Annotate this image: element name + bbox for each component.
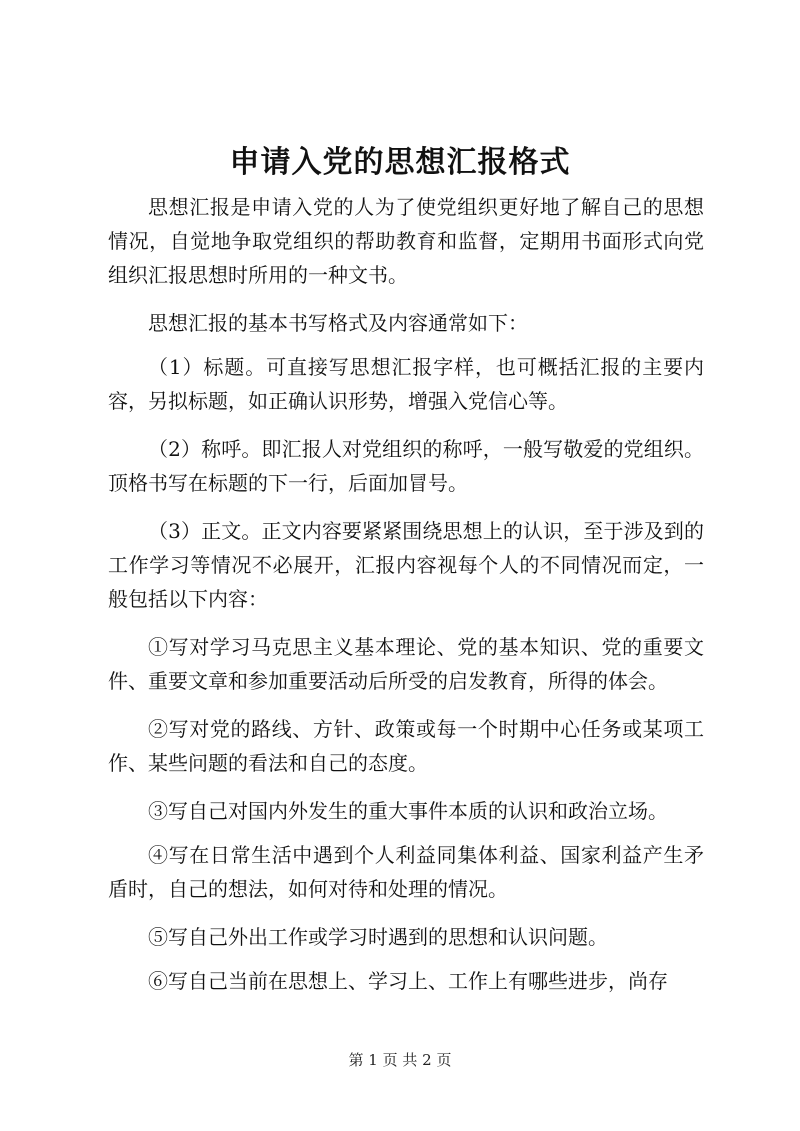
paragraph-title-section: （1）标题。可直接写思想汇报字样，也可概括汇报的主要内容，另拟标题，如正确认识形势，增强入党信心等。 — [108, 355, 704, 413]
list-item-3: ③写自己对国内外发生的重大事件本质的认识和政治立场。 — [148, 799, 668, 823]
list-item-2: ②写对党的路线、方针、政策或每一个时期中心任务或某项工作、某些问题的看法和自己的态度。 — [108, 717, 704, 775]
page-number-footer: 第 1 页 共 2 页 — [348, 1051, 452, 1069]
document-title: 申请入党的思想汇报格式 — [229, 145, 571, 180]
list-item-6: ⑥写自己当前在思想上、学习上、工作上有哪些进步，尚存 — [148, 969, 668, 993]
list-item-5: ⑤写自己外出工作或学习时遇到的思想和认识问题。 — [148, 925, 608, 949]
paragraph-format-lead: 思想汇报的基本书写格式及内容通常如下： — [148, 311, 528, 335]
paragraph-body-section: （3）正文。正文内容要紧紧围绕思想上的认识，至于涉及到的工作学习等情况不必展开，汇报内容视每个人的不同情况而定，一般包括以下内容： — [108, 519, 704, 611]
list-item-1: ①写对学习马克思主义基本理论、党的基本知识、党的重要文件、重要文章和参加重要活动后所受的启发教育，所得的体会。 — [108, 635, 704, 693]
paragraph-salutation-section: （2）称呼。即汇报人对党组织的称呼，一般写敬爱的党组织。顶格书写在标题的下一行，后面加冒号。 — [108, 437, 704, 495]
list-item-4: ④写在日常生活中遇到个人利益同集体利益、国家利益产生矛盾时，自己的想法，如何对待和处理的情况。 — [108, 843, 704, 901]
paragraph-intro: 思想汇报是申请入党的人为了使党组织更好地了解自己的思想情况，自觉地争取党组织的帮助教育和监督，定期用书面形式向党组织汇报思想时所用的一种文书。 — [108, 195, 704, 287]
document-body — [108, 190, 704, 1012]
